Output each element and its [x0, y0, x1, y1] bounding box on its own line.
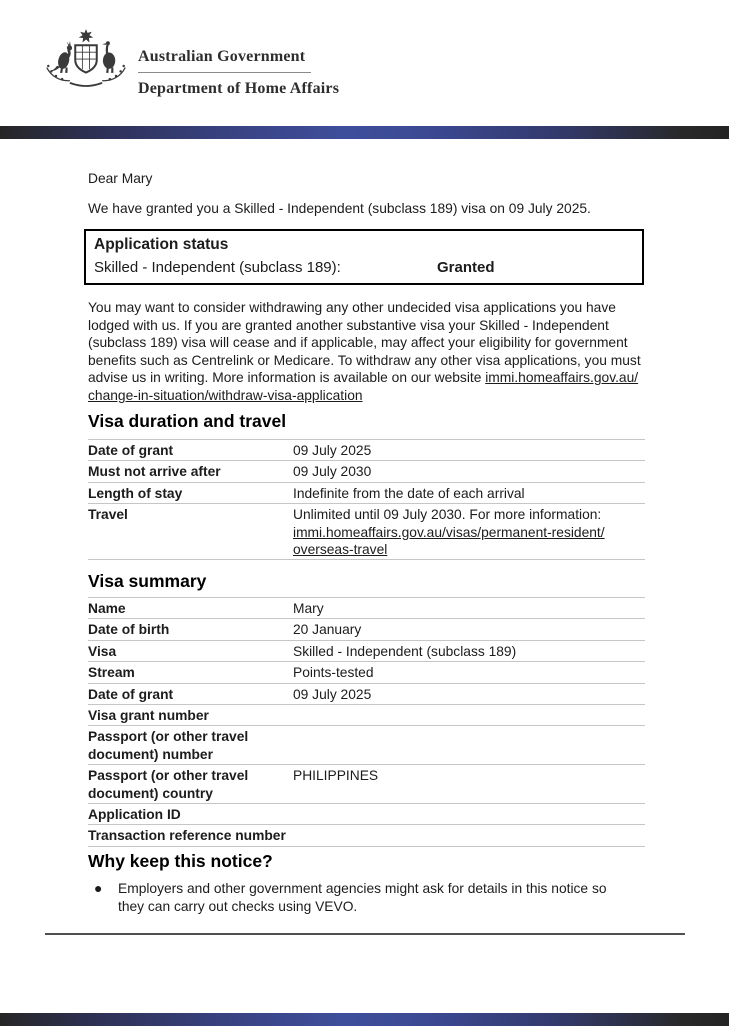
row-value [293, 506, 645, 558]
row-label: Date of grant [88, 443, 174, 458]
table-row [88, 704, 645, 725]
row-label: Passport (or other travel document) country [88, 768, 249, 801]
top-accent-bar [0, 126, 729, 139]
overseas-travel-link[interactable]: immi.homeaffairs.gov.au/visas/permanent-resident/overseas-travel [293, 524, 605, 558]
row-label: Passport (or other travel document) number [88, 729, 249, 762]
row-value [293, 827, 645, 844]
row-value [293, 728, 645, 763]
table-row [88, 618, 645, 639]
row-label: Visa grant number [88, 708, 209, 724]
withdraw-application-link[interactable]: immi.homeaffairs.gov.au/change-in-situation/withdraw-visa-application [88, 370, 639, 403]
row-label: Travel [88, 507, 128, 523]
row-label: Date of birth [88, 622, 170, 638]
visa-subclass-label: Skilled - Independent (subclass 189): [94, 259, 341, 276]
table-row [88, 482, 645, 503]
row-label: Stream [88, 665, 135, 681]
footer-rule [45, 933, 685, 935]
row-label: Must not arrive after [88, 464, 221, 480]
gov-title: Australian Government [138, 48, 306, 65]
row-value: 09 July 2025 [293, 443, 372, 458]
application-status-title: Application status [94, 236, 229, 253]
row-label: Date of grant [88, 686, 174, 702]
bullet-text: Employers and other government agencies might ask for details in this notice so they can carry out checks using VEVO. [118, 881, 607, 914]
row-value: 09 July 2030 [293, 464, 372, 480]
row-value: PHILIPPINES [293, 768, 379, 784]
bullet-icon: ● [94, 880, 103, 896]
travel-value-text: Unlimited until 09 July 2030. For more information: [293, 507, 602, 523]
visa-duration-table [88, 439, 645, 560]
row-label: Application ID [88, 807, 181, 823]
row-value: Mary [293, 601, 324, 616]
government-branding [138, 48, 398, 98]
status-granted-value: Granted [437, 259, 495, 276]
application-status-box [84, 229, 644, 285]
why-keep-heading: Why keep this notice? [88, 851, 273, 871]
why-keep-bullet-item [88, 880, 633, 915]
table-row [88, 725, 645, 764]
visa-duration-heading: Visa duration and travel [88, 411, 287, 431]
withdraw-notice-paragraph [88, 299, 645, 405]
row-label: Length of stay [88, 485, 183, 501]
visa-summary-heading: Visa summary [88, 571, 207, 591]
table-row [88, 460, 645, 481]
table-row [88, 764, 645, 803]
row-value [293, 707, 645, 724]
grant-intro-line: We have granted you a Skilled - Independent (subclass 189) visa on 09 July 2025. [88, 201, 591, 216]
greeting: Dear Mary [88, 171, 153, 186]
table-row [88, 824, 645, 846]
table-row [88, 661, 645, 682]
australian-coat-of-arms-icon [36, 26, 136, 106]
withdraw-notice-text: You may want to consider withdrawing any other undecided visa applications you have lodged with us. If you are granted another substantive visa your Skilled - Independent (subclass 189) visa will cease and if applicable, may affect your eligibility for government benefits such as Centrelink or Medicare. To withdraw any other visa applications, you must advise us in writing. More information is available on our website [88, 300, 641, 386]
table-row [88, 597, 645, 618]
branding-divider [138, 72, 311, 73]
table-row [88, 439, 645, 460]
row-value: Indefinite from the date of each arrival [293, 485, 525, 501]
dept-title: Department of Home Affairs [138, 80, 340, 97]
application-status-row [94, 255, 634, 278]
row-value: Skilled - Independent (subclass 189) [293, 643, 517, 659]
row-label: Visa [88, 643, 117, 659]
visa-summary-table [88, 597, 645, 847]
bottom-accent-bar [0, 1013, 729, 1026]
table-row [88, 503, 645, 560]
table-row [88, 683, 645, 704]
table-row [88, 640, 645, 661]
row-label: Name [88, 601, 126, 616]
row-value [293, 806, 645, 823]
row-value: Points-tested [293, 665, 374, 681]
row-value: 20 January [293, 622, 362, 638]
row-label: Transaction reference number [88, 828, 286, 844]
row-value: 09 July 2025 [293, 686, 372, 702]
table-row [88, 803, 645, 824]
